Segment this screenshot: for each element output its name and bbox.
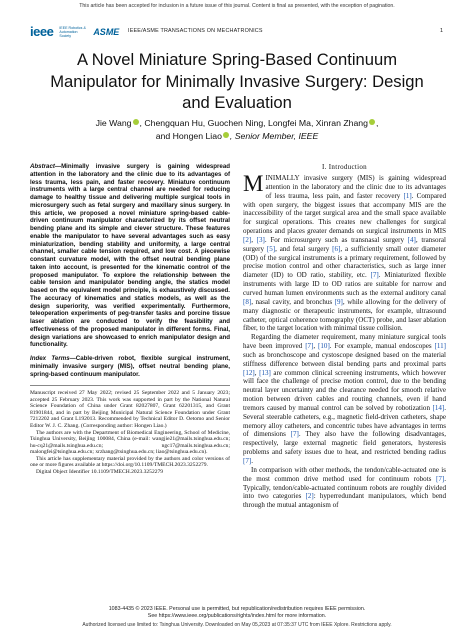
author-list: Jie Wang , Chengquan Hu, Guochen Ning, Longfei Ma, Xinran Zhang , and Hongen Liao , Senior Member, IEEE	[95, 118, 379, 141]
copyright-line-2: See https://www.ieee.org/publications/rights/index.html for more information.	[147, 612, 327, 619]
footnote-affiliation: The authors are with the Department of Biomedical Engineering, School of Medicine, Tsinghua University, Beijing 100084, China (e-mail: wangjie21@mails.tsinghua.edu.cn; hu-cq21@mails.tsinghua.edu.cn; ngc17@mails.tsinghua.edu.cn; malongfei@tsinghua.edu.cn; xrzhang@tsinghua.edu.cn; liao@tsinghua.edu.cn).	[30, 429, 230, 456]
citation-link[interactable]: [7]	[370, 271, 379, 280]
author-first: Jie Wang	[95, 118, 132, 128]
citation-link[interactable]: [9]	[334, 297, 343, 306]
author-last: and Hongen Liao	[155, 130, 222, 141]
citation-link[interactable]: [6]	[332, 244, 341, 253]
abstract-label: Abstract	[30, 163, 55, 170]
citation-link[interactable]: [12]	[243, 368, 255, 377]
ras-logo: IEEE Robotics & Automation Society	[59, 25, 86, 38]
citation-link[interactable]: [5]	[266, 244, 276, 253]
footnote-divider	[30, 385, 230, 386]
orcid-icon[interactable]	[133, 119, 139, 125]
citation-link[interactable]: [7]	[305, 342, 314, 351]
intro-paragraph-3: In comparison with other methods, the tendon/cable-actuated one is the most common drive method used for continuum robots [7]. Typically, tendon/cable-actuated continuum robots are roughly divided into two categories [2]: hyperredundant manipulators, which bend through the mutual antagonism of	[243, 465, 447, 510]
citation-link[interactable]: [2]	[243, 235, 252, 244]
ieee-logo: ieee	[30, 24, 54, 39]
copyright-notice	[0, 606, 474, 619]
copyright-line-1: 1083-4435 © 2023 IEEE. Personal use is permitted, but republication/redistribution requires IEEE permission.	[108, 606, 366, 612]
section-heading: I. Introduction	[322, 163, 367, 171]
abstract-text: —Minimally invasive surgery is gaining widespread attention in the laboratory and the clinic due to its advantages of less trauma, less pain, and faster recovery. Miniature continuum instruments with a large central channel are needed for reducing damage to healthy tissue and delivering multiple surgical tools in microsurgery such as fetal surgery and maxillary sinus surgery. In this article, we proposed a novel miniature spring-based cable-driven continuum manipulator characterized by its offset neutral bending plane and its simple and clever structure. These features enable the manipulator to have several advantages such as easy miniaturization, bending stability and uniformity, a large central channel, smaller cable tension required, and low cost. A piecewise constant curvature model, with the offset neutral bending plane taken into account, is presented for the kinematic control of the proposed manipulator. To explore the relationship between the cable tension and manipulator bending angle, the statics model based on the equivalent model principle, is exhaustively discussed. The accuracy of kinematics and statics models, as well as the design superiority, was verified experimentally. Furthermore, teleoperation experiments of peg-transfer tasks and porcine tissue laser ablation are conducted to verify the feasibility and effectiveness of the proposed manipulator in different forms. Final, design variations are showcased to enrich manipulator design and functionality.	[30, 163, 230, 349]
citation-link[interactable]: [14]	[432, 403, 445, 412]
publisher-logos	[30, 24, 119, 39]
intro-paragraph-1: MINIMALLY invasive surgery (MIS) is gaining widespread attention in the laboratory and the clinic due to its advantages of less trauma, less pain, and faster recovery [1]. Compared with open surgery, the biggest issues that accompany MIS are the inaccessibility of the target surgical area and the small space available for surgical operations. This creates new challenges for surgical operations and places greater demands on surgical instruments in MIS [2], [3]. For microsurgery such as transnasal surgery [4], transoral surgery [5], and fetal surgery [6], a sufficiently small outer diameter (OD) of the surgical instruments is a primary requirement, followed by precise motion control and other characteristics, such as large inner diameter (ID) to OD ratio, stability, etc. [7]. Miniaturized flexible instruments with large ID to OD ratios are suitable for narrow and curved human lumen environments such as the external auditory canal [8], nasal cavity, and bronchus [9], while allowing for the delivery of many diagnostic or therapeutic instruments, for example, ultrasound catheter, optical coherence tomography (OCT) probe, and laser ablation fiber, to the target location with minimal tissue collision.	[243, 171, 447, 333]
author-membership: , Senior Member, IEEE	[229, 130, 319, 141]
citation-link[interactable]: [7]	[243, 457, 252, 465]
dropcap: M	[243, 171, 264, 196]
right-column	[243, 163, 446, 510]
page-number: 1	[440, 28, 443, 34]
citation-link[interactable]: [10]	[318, 342, 330, 351]
footnote-supplementary: This article has supplementary material provided by the authors and color versions of one or more figures available at https://doi.org/10.1109/TMECH.2023.3252279.	[30, 455, 230, 469]
citation-link[interactable]: [11]	[434, 342, 446, 351]
citation-link[interactable]: [13]	[259, 368, 271, 377]
citation-link[interactable]: [1]	[403, 191, 412, 200]
intro-paragraph-2: Regarding the diameter requirement, many miniature surgical tools have been improved [7], [10]. For example, manual endoscopes [11] such as bronchoscope and cystoscope designed based on the material stiffness difference between distal bending parts and proximal parts [12], [13] are common clinical screening instruments, which however will face the challenge of precise motion control, due to the bending neutral layer uncertainty and the clearance needed for smooth relative motion between driven cables and routing channels, even if hand tremors caused by manual control can be solved by robotization [14]. Several steerable catheters, e.g., magnetic field-driven catheters, shape memory alloy catheters, and concentric tubes have advantages in terms of dimensions [7]. They also have the following disadvantages, respectively, large external magnetic field generators, hysteresis problems and safety issues due to heat, and restricted bending radius [7].	[243, 333, 447, 465]
footnote-doi: Digital Object Identifier 10.1109/TMECH.2023.3252279	[36, 468, 164, 475]
citation-link[interactable]: [7]	[436, 474, 445, 483]
authorized-use-notice: Authorized licensed use limited to: Tsinghua University. Downloaded on May 05,2023 at 07:35:37 UTC from IEEE Xplore. Restrictions apply.	[82, 622, 392, 628]
orcid-icon[interactable]	[223, 132, 229, 138]
index-terms-text: —Cable-driven robot, flexible surgical instrument, minimally invasive surgery (MIS), offset neutral bending plane, spring-based continuum manipulator.	[30, 355, 230, 378]
citation-link[interactable]: [4]	[407, 235, 416, 244]
index-terms	[30, 355, 230, 378]
abstract	[30, 163, 230, 349]
citation-link[interactable]: [2]	[305, 492, 314, 501]
author-middle: , Chengquan Hu, Guochen Ning, Longfei Ma, Xinran Zhang	[139, 118, 368, 128]
index-terms-label: Index Terms	[30, 355, 70, 362]
footnote-manuscript: Manuscript received 27 May 2022; revised 25 September 2022 and 5 January 2023; accepted 25 February 2023. This work was supported in part by the National Natural Science Foundation of China under Grant 82027807, Grant 62201315, and Grant 81901844, and in part by Beijing Municipal Natural Science Foundation under Grant 7212202 and Grant L192013. Recommended by Technical Editor D. Oetomo and Senior Editor W. J. C. Zhang. (Corresponding author: Hongen Liao.)	[30, 390, 230, 429]
journal-name: IEEE/ASME TRANSACTIONS ON MECHATRONICS	[128, 28, 263, 34]
asme-logo: ASME	[93, 26, 120, 37]
citation-link[interactable]: [8]	[243, 297, 252, 306]
citation-link[interactable]: [3]	[256, 235, 265, 244]
left-column	[30, 163, 230, 475]
acceptance-notice: This article has been accepted for inclusion in a future issue of this journal. Content is final as presented, with the exception of pagination.	[79, 3, 395, 9]
paper-title: A Novel Miniature Spring-Based Continuum Manipulator for Minimally Invasive Surgery: Design and Evaluation	[50, 50, 424, 112]
citation-link[interactable]: [7]	[290, 430, 299, 439]
orcid-icon[interactable]	[369, 119, 375, 125]
